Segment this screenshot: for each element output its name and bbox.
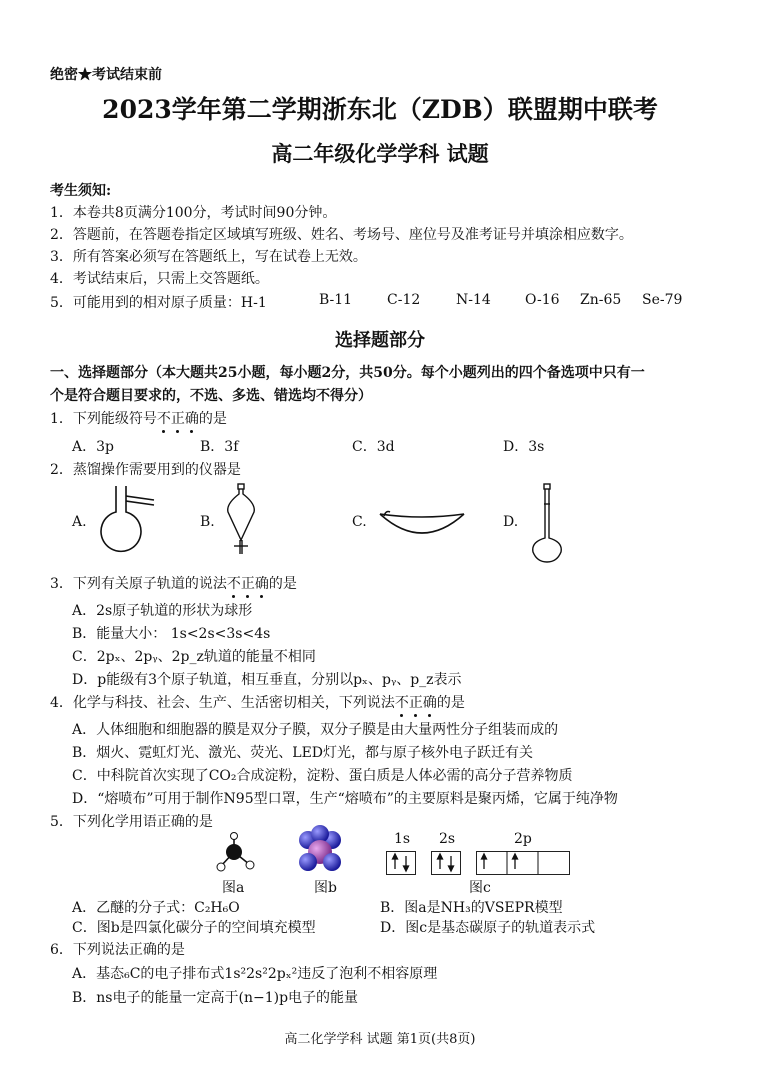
q4-option-c: C．中科院首次实现了CO₂合成淀粉，淀粉、蛋白质是人体必需的高分子营养物质 xyxy=(72,768,573,784)
question-6-stem: 6．下列说法正确的是 xyxy=(50,942,185,958)
notes-heading: 考生须知: xyxy=(50,183,112,199)
note-item-4: 4．考试结束后，只需上交答题纸。 xyxy=(50,271,269,287)
q5-option-d: D．图c是基态碳原子的轨道表示式 xyxy=(380,920,596,936)
distillation-flask-icon xyxy=(92,484,162,564)
confidential-mark: 绝密★考试结束前 xyxy=(50,67,162,83)
q1-option-b: B．3f xyxy=(200,439,239,455)
question-4-stem: 4．化学与科技、社会、生产、生活密切相关，下列说法不正确的是 xyxy=(50,692,465,712)
orbital-label-2p: 2p xyxy=(514,831,532,847)
volumetric-flask-icon xyxy=(527,482,567,562)
question-3-stem: 3．下列有关原子轨道的说法不正确的是 xyxy=(50,573,297,593)
section-instructions-line2: 个是符合题目要求的，不选、多选、错选均不得分） xyxy=(50,388,372,404)
q2-label-d: D. xyxy=(503,514,519,530)
section-instructions-line1: 一、选择题部分（本大题共25小题，每小题2分，共50分。每个小题列出的四个备选项中只有一 xyxy=(50,365,645,381)
atomic-mass-se: Se-79 xyxy=(642,292,683,308)
space-filling-model-figure xyxy=(296,826,346,874)
atomic-mass-o: O-16 xyxy=(525,292,560,308)
note-item-3: 3．所有答案必须写在答题纸上，写在试卷上无效。 xyxy=(50,249,367,265)
q4-option-b: B．烟火、霓虹灯光、激光、荧光、LED灯光，都与原子核外电子跃迁有关 xyxy=(72,745,534,761)
note-item-1: 1．本卷共8页满分100分，考试时间90分钟。 xyxy=(50,205,337,221)
question-2-stem: 2．蒸馏操作需要用到的仪器是 xyxy=(50,462,241,478)
atomic-mass-c: C-12 xyxy=(387,292,421,308)
q4-option-d: D．“熔喷布”可用于制作N95型口罩，生产“熔喷布”的主要原料是聚丙烯，它属于纯净物 xyxy=(72,791,618,807)
q2-label-b: B. xyxy=(200,514,215,530)
exam-title: 2023学年第二学期浙东北（ZDB）联盟期中联考 xyxy=(102,95,658,124)
q3-option-d: D．p能级有3个原子轨道，相互垂直，分别以pₓ、pᵧ、p_z表示 xyxy=(72,672,462,688)
q2-label-c: C. xyxy=(352,514,367,530)
separatory-funnel-icon xyxy=(222,482,262,562)
q5-option-c: C．图b是四氯化碳分子的空间填充模型 xyxy=(72,920,316,936)
q6-option-a: A．基态₆C的电子排布式1s²2s²2pₓ²违反了泡利不相容原理 xyxy=(72,966,438,982)
atomic-mass-b: B-11 xyxy=(319,292,353,308)
figure-a-caption: 图a xyxy=(222,880,245,896)
question-5-stem: 5．下列化学用语正确的是 xyxy=(50,814,213,830)
question-1-stem: 1．下列能级符号不正确的是 xyxy=(50,408,227,428)
q6-option-b: B．ns电子的能量一定高于(n−1)p电子的能量 xyxy=(72,990,359,1006)
orbital-label-1s: 1s xyxy=(394,831,411,847)
q4-option-a: A．人体细胞和细胞器的膜是双分子膜，双分子膜是由大量两性分子组装而成的 xyxy=(72,722,559,738)
q3-option-a: A．2s原子轨道的形状为球形 xyxy=(72,603,253,619)
q1-option-d: D．3s xyxy=(503,439,545,455)
q3-option-b: B．能量大小： 1s<2s<3s<4s xyxy=(72,626,271,642)
figure-c-caption: 图c xyxy=(469,880,491,896)
figure-b-caption: 图b xyxy=(314,880,337,896)
q1-option-a: A．3p xyxy=(72,439,114,455)
note-item-5-label: 5．可能用到的相对原子质量：H-1 xyxy=(50,295,267,311)
atomic-mass-zn: Zn-65 xyxy=(580,292,622,308)
note-item-2: 2．答题前，在答题卷指定区域填写班级、姓名、考场号、座位号及准考证号并填涂相应数字。 xyxy=(50,227,633,243)
orbital-label-2s: 2s xyxy=(439,831,456,847)
exam-subtitle: 高二年级化学学科 试题 xyxy=(271,141,489,166)
page-footer: 高二化学学科 试题 第1页(共8页) xyxy=(284,1032,476,1047)
q3-option-c: C．2pₓ、2pᵧ、2p_z轨道的能量不相同 xyxy=(72,649,316,665)
q5-option-a: A．乙醚的分子式：C₂H₆O xyxy=(72,900,240,916)
q1-option-c: C．3d xyxy=(352,439,395,455)
atomic-mass-n: N-14 xyxy=(456,292,491,308)
q2-label-a: A. xyxy=(72,514,87,530)
section-title: 选择题部分 xyxy=(335,330,425,351)
ball-stick-model-figure xyxy=(207,832,267,882)
q5-option-b: B．图a是NH₃的VSEPR模型 xyxy=(380,900,563,916)
orbital-arrows-figure xyxy=(380,850,580,880)
evaporating-dish-icon xyxy=(376,506,471,546)
